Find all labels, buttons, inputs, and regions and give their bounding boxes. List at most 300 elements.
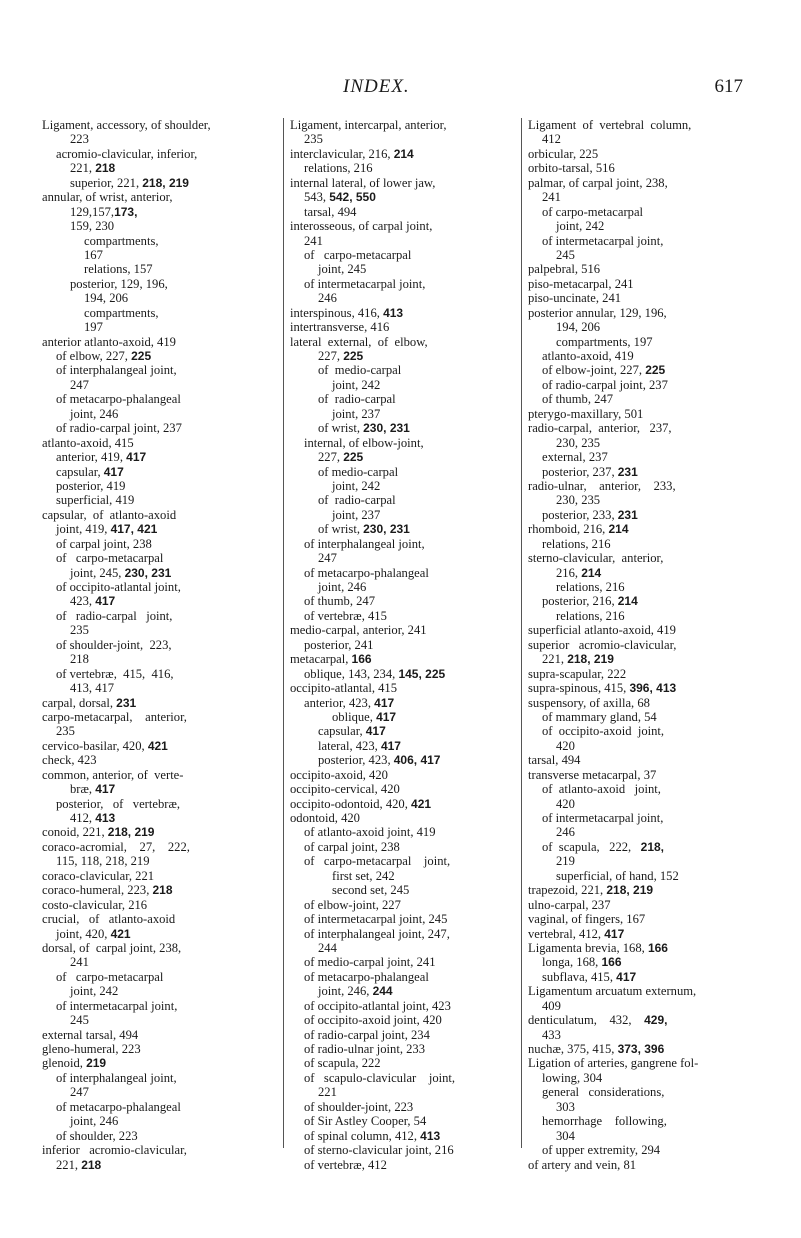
index-entry [290, 335, 518, 349]
bold-page-ref: 417 [380, 738, 401, 753]
index-entry [42, 248, 280, 262]
entry-text: 420 [556, 738, 575, 753]
index-entry [42, 724, 280, 738]
index-entry [290, 363, 518, 377]
bold-page-ref: 429, [644, 1013, 668, 1028]
entry-text: of medio-carpal joint, 241 [304, 955, 436, 970]
entry-text: 412, [70, 811, 96, 825]
index-entry [290, 118, 518, 132]
entry-text: glenoid, [42, 1056, 87, 1071]
entry-text: dorsal, of carpal joint, 238, [42, 940, 182, 955]
index-entry [290, 205, 518, 219]
entry-text: 230, 235 [556, 493, 601, 508]
bold-page-ref: 214 [581, 565, 602, 580]
entry-text: pterygo-maxillary, 501 [528, 406, 644, 421]
index-entry [290, 291, 518, 305]
page-title: INDEX. [343, 76, 410, 97]
entry-text: radio-ulnar, anterior, 233, [528, 478, 676, 493]
bold-page-ref: 219 [86, 1056, 107, 1071]
index-entry [528, 320, 773, 334]
index-entry [528, 479, 773, 493]
entry-text: of medio-carpal [318, 464, 399, 479]
index-entry [290, 262, 518, 276]
index-entry [42, 1100, 280, 1114]
entry-text: of upper extremity, 294 [542, 1143, 661, 1158]
index-entry [528, 1085, 773, 1099]
index-entry [42, 912, 280, 926]
index-entry [528, 161, 773, 175]
entry-text: Ligation of arteries, gangrene fol- [528, 1056, 699, 1071]
entry-text: of elbow-joint, 227 [304, 897, 401, 912]
index-entry [42, 1028, 280, 1042]
entry-text: of radio-carpal [318, 493, 396, 508]
entry-text: atlanto-axoid, 415 [42, 435, 134, 450]
bold-page-ref: 166 [601, 955, 622, 970]
index-entry [42, 1042, 280, 1056]
index-entry [528, 508, 773, 522]
index-column-2 [290, 118, 518, 1172]
entry-text: interspinous, 416, [290, 305, 384, 320]
index-entry [42, 234, 280, 248]
entry-text: supra-scapular, 222 [528, 666, 627, 681]
index-entry [290, 667, 518, 681]
index-entry [42, 1158, 280, 1172]
index-entry [290, 955, 518, 969]
index-entry [290, 392, 518, 406]
entry-text: of sterno-clavicular joint, 216 [304, 1143, 454, 1158]
index-column-1 [42, 118, 280, 1172]
entry-text: anterior, 419, [56, 450, 127, 465]
index-entry [528, 349, 773, 363]
entry-text: internal lateral, of lower jaw, [290, 175, 436, 190]
index-entry [42, 609, 280, 623]
entry-text: gleno-humeral, 223 [42, 1042, 141, 1056]
entry-text: capsular, of atlanto-axoid [42, 507, 177, 522]
index-entry [528, 450, 773, 464]
index-entry [42, 594, 280, 608]
entry-text: 433 [542, 1027, 561, 1042]
index-entry [528, 768, 773, 782]
entry-text: compartments, [84, 305, 159, 320]
entry-text: annular, of wrist, anterior, [42, 190, 173, 205]
bold-page-ref: 417 [376, 709, 397, 724]
index-entry [290, 1013, 518, 1027]
index-entry [290, 537, 518, 551]
index-entry [290, 306, 518, 320]
entry-text: 241 [70, 955, 89, 970]
index-entry [528, 797, 773, 811]
index-entry [42, 450, 280, 464]
bold-page-ref: 230, 231 [363, 421, 410, 436]
index-entry [42, 436, 280, 450]
index-entry [528, 436, 773, 450]
entry-text: lateral external, of elbow, [290, 334, 428, 349]
entry-text: external tarsal, 494 [42, 1027, 139, 1042]
entry-text: posterior, 237, [542, 464, 618, 479]
index-entry [528, 869, 773, 883]
entry-text: of Sir Astley Cooper, 54 [304, 1114, 427, 1129]
index-entry [528, 1056, 773, 1070]
index-entry [290, 724, 518, 738]
entry-text: hemorrhage following, [542, 1114, 667, 1129]
index-entry [290, 1056, 518, 1070]
entry-text: relations, 157 [84, 262, 153, 277]
entry-text: joint, 420, [56, 926, 111, 941]
index-entry [290, 190, 518, 204]
index-entry [528, 667, 773, 681]
entry-text: of radio-ulnar joint, 233 [304, 1042, 426, 1056]
bold-page-ref: 417 [374, 695, 395, 710]
entry-text: tarsal, 494 [304, 204, 357, 219]
entry-text: first set, 242 [332, 868, 395, 883]
index-entry [528, 392, 773, 406]
entry-text: superior acromio-clavicular, [528, 637, 677, 652]
index-entry [290, 1085, 518, 1099]
entry-text: of vertebræ, 412 [304, 1157, 387, 1172]
bold-page-ref: 413 [383, 305, 404, 320]
entry-text: of carpal joint, 238 [304, 839, 400, 854]
entry-text: 409 [542, 998, 561, 1013]
index-entry [42, 768, 280, 782]
entry-text: coraco-acromial, 27, 222, [42, 839, 190, 854]
entry-text: 412 [542, 132, 561, 147]
column-divider [283, 118, 284, 1148]
entry-text: ulno-carpal, 237 [528, 897, 611, 912]
entry-text: 247 [70, 1085, 89, 1100]
index-entry [528, 551, 773, 565]
index-entry [42, 262, 280, 276]
entry-text: second set, 245 [332, 883, 410, 898]
index-entry [42, 465, 280, 479]
entry-text: 543, [304, 190, 330, 205]
entry-text: check, 423 [42, 753, 97, 768]
index-entry [42, 493, 280, 507]
entry-text: coraco-clavicular, 221 [42, 868, 155, 883]
index-entry [42, 681, 280, 695]
index-entry [290, 522, 518, 536]
entry-text: 246 [318, 291, 337, 306]
bold-page-ref: 218 [95, 161, 116, 176]
index-entry [290, 594, 518, 608]
index-entry [528, 190, 773, 204]
index-entry [290, 349, 518, 363]
entry-text: sterno-clavicular, anterior, [528, 551, 664, 566]
index-entry [290, 1114, 518, 1128]
index-entry [42, 551, 280, 565]
entry-text: occipito-odontoid, 420, [290, 796, 412, 811]
index-entry [528, 306, 773, 320]
entry-text: 129,157, [70, 204, 115, 219]
entry-text: joint, 242 [332, 478, 381, 493]
bold-page-ref: 417 [95, 782, 116, 797]
entry-text: cervico-basilar, 420, [42, 738, 148, 753]
entry-text: general considerations, [542, 1085, 665, 1100]
index-entry [42, 869, 280, 883]
entry-text: transverse metacarpal, 37 [528, 767, 657, 782]
bold-page-ref: 230, 231 [124, 565, 172, 580]
index-entry [290, 753, 518, 767]
bold-page-ref: 396, 413 [629, 681, 677, 696]
entry-text: palmar, of carpal joint, 238, [528, 175, 668, 190]
entry-text: inferior acromio-clavicular, [42, 1143, 187, 1158]
bold-page-ref: 413 [420, 1128, 441, 1143]
entry-text: 247 [318, 551, 337, 566]
bold-page-ref: 417 [616, 969, 637, 984]
index-entry [42, 363, 280, 377]
index-entry [42, 378, 280, 392]
index-entry [42, 782, 280, 796]
index-entry [528, 984, 773, 998]
entry-text: 304 [556, 1128, 575, 1143]
index-entry [290, 161, 518, 175]
index-entry [528, 537, 773, 551]
index-entry [290, 652, 518, 666]
bold-page-ref: 214 [617, 594, 638, 609]
entry-text: of interphalangeal joint, [56, 363, 177, 378]
entry-text: carpal, dorsal, [42, 695, 117, 710]
index-entry [290, 1028, 518, 1042]
index-entry [42, 1013, 280, 1027]
index-entry [42, 854, 280, 868]
bold-page-ref: 218, 219 [142, 175, 189, 190]
index-entry [290, 493, 518, 507]
entry-text: rhomboid, 216, [528, 522, 609, 537]
index-entry [290, 1158, 518, 1172]
entry-text: 194, 206 [556, 320, 601, 335]
index-entry [290, 248, 518, 262]
index-entry [528, 580, 773, 594]
index-entry [528, 927, 773, 941]
entry-text: posterior annular, 129, 196, [528, 305, 667, 320]
entry-text: occipito-axoid, 420 [290, 767, 388, 782]
index-entry [42, 1071, 280, 1085]
index-entry [290, 479, 518, 493]
index-entry [528, 811, 773, 825]
entry-text: 235 [304, 132, 323, 147]
entry-text: metacarpal, [290, 652, 352, 667]
index-entry [290, 580, 518, 594]
entry-text: of radio-carpal [318, 392, 396, 407]
entry-text: of carpo-metacarpal joint, [304, 854, 451, 869]
entry-text: of scapula, 222, [542, 839, 641, 854]
entry-text: suspensory, of axilla, 68 [528, 695, 650, 710]
index-entry [290, 782, 518, 796]
entry-text: posterior, 423, [318, 753, 394, 768]
index-entry [42, 479, 280, 493]
index-entry [42, 176, 280, 190]
index-entry [290, 407, 518, 421]
index-entry [528, 681, 773, 695]
bold-page-ref: 417 [95, 594, 116, 609]
index-entry [42, 407, 280, 421]
entry-text: of thumb, 247 [542, 392, 614, 407]
entry-text: of radio-carpal joint, 237 [542, 377, 668, 392]
index-entry [528, 883, 773, 897]
index-entry [42, 306, 280, 320]
bold-page-ref: 225 [645, 363, 666, 378]
index-entry [528, 638, 773, 652]
index-entry [290, 378, 518, 392]
entry-text: of radio-carpal joint, [56, 608, 173, 623]
entry-text: of elbow, 227, [56, 349, 132, 363]
index-entry [528, 262, 773, 276]
entry-text: of carpo-metacarpal [56, 969, 164, 984]
index-entry [290, 421, 518, 435]
entry-text: 423, [70, 594, 96, 609]
entry-text: posterior, 216, [542, 594, 618, 609]
index-entry [290, 508, 518, 522]
entry-text: piso-uncinate, 241 [528, 291, 622, 306]
index-entry [528, 955, 773, 969]
index-entry [528, 132, 773, 146]
index-entry [42, 955, 280, 969]
index-entry [290, 1042, 518, 1056]
index-entry [528, 739, 773, 753]
bold-page-ref: 413 [95, 811, 116, 825]
entry-text: relations, 216 [556, 608, 625, 623]
entry-text: of intermetacarpal joint, [542, 811, 664, 825]
index-entry [528, 291, 773, 305]
index-entry [528, 840, 773, 854]
entry-text: of vertebræ, 415, 416, [56, 666, 174, 681]
entry-text: 230, 235 [556, 435, 601, 450]
index-entry [42, 320, 280, 334]
entry-text: supra-spinous, 415, [528, 681, 630, 696]
index-entry [290, 984, 518, 998]
index-entry [290, 912, 518, 926]
entry-text: joint, 419, [56, 522, 111, 537]
index-entry [528, 378, 773, 392]
index-entry [42, 825, 280, 839]
index-entry [528, 421, 773, 435]
index-entry [290, 609, 518, 623]
index-entry [290, 465, 518, 479]
index-entry [42, 291, 280, 305]
index-entry [528, 710, 773, 724]
index-entry [290, 840, 518, 854]
index-entry [528, 1042, 773, 1056]
entry-text: anterior atlanto-axoid, 419 [42, 334, 176, 349]
entry-text: nuchæ, 375, 415, [528, 1042, 618, 1056]
entry-text: posterior, 129, 196, [70, 276, 168, 291]
entry-text: odontoid, 420 [290, 811, 360, 825]
entry-text: of radio-carpal joint, 234 [304, 1027, 430, 1042]
index-entry [528, 219, 773, 233]
entry-text: Ligament of vertebral column, [528, 118, 692, 132]
index-entry [42, 638, 280, 652]
index-entry [290, 147, 518, 161]
bold-page-ref: 230, 231 [363, 522, 410, 537]
index-entry [290, 739, 518, 753]
entry-text: internal, of elbow-joint, [304, 435, 424, 450]
entry-text: 115, 118, 218, 219 [56, 854, 150, 869]
bold-page-ref: 244 [372, 984, 393, 999]
entry-text: longa, 168, [542, 955, 602, 970]
entry-text: 221, [542, 652, 568, 667]
entry-text: of scapulo-clavicular joint, [304, 1070, 456, 1085]
entry-text: superficial, of hand, 152 [556, 868, 679, 883]
entry-text: conoid, 221, [42, 825, 108, 840]
entry-text: of intermetacarpal joint, 245 [304, 912, 448, 927]
bold-page-ref: 542, 550 [329, 190, 376, 205]
index-entry [290, 854, 518, 868]
entry-text: 223 [70, 132, 89, 147]
entry-text: of intermetacarpal joint, [542, 233, 664, 248]
entry-text: 303 [556, 1099, 575, 1114]
index-entry [528, 363, 773, 377]
index-entry [290, 927, 518, 941]
entry-text: 219 [556, 854, 575, 869]
index-entry [42, 623, 280, 637]
index-entry [42, 710, 280, 724]
entry-text: interclavicular, 216, [290, 146, 394, 161]
index-entry [528, 724, 773, 738]
entry-text: 197 [84, 320, 103, 335]
index-entry [528, 1129, 773, 1143]
bold-page-ref: 231 [617, 464, 638, 479]
entry-text: posterior, 241 [304, 637, 374, 652]
entry-text: 194, 206 [84, 291, 129, 306]
entry-text: medio-carpal, anterior, 241 [290, 623, 427, 638]
bold-page-ref: 145, 225 [398, 666, 446, 681]
entry-text: 218 [70, 652, 89, 667]
index-entry [290, 1129, 518, 1143]
index-entry [42, 999, 280, 1013]
index-entry [42, 1143, 280, 1157]
index-entry [528, 205, 773, 219]
entry-text: vaginal, of fingers, 167 [528, 912, 646, 927]
entry-text: joint, 245, [70, 565, 125, 580]
bold-page-ref: 421 [110, 926, 131, 941]
index-entry [528, 696, 773, 710]
entry-text: of intermetacarpal joint, [56, 998, 178, 1013]
index-entry [528, 566, 773, 580]
index-entry [528, 277, 773, 291]
bold-page-ref: 173, [114, 204, 138, 219]
index-entry [290, 176, 518, 190]
entry-text: 244 [318, 940, 337, 955]
entry-text: of mammary gland, 54 [542, 709, 657, 724]
entry-text: Ligamentum arcuatum externum, [528, 984, 697, 999]
entry-text: joint, 242 [556, 219, 605, 234]
index-entry [528, 248, 773, 262]
entry-text: relations, 216 [304, 161, 373, 176]
entry-text: common, anterior, of verte- [42, 767, 184, 782]
bold-page-ref: 166 [351, 652, 372, 667]
index-entry [42, 970, 280, 984]
index-entry [42, 219, 280, 233]
index-entry [290, 623, 518, 637]
bold-page-ref: 166 [647, 940, 668, 955]
entry-text: compartments, 197 [556, 334, 653, 349]
index-entry [528, 912, 773, 926]
index-entry [42, 580, 280, 594]
entry-text: of carpal joint, 238 [56, 536, 152, 551]
entry-text: of wrist, [318, 421, 364, 436]
index-entry [42, 118, 280, 132]
entry-text: relations, 216 [556, 580, 625, 594]
index-entry [42, 927, 280, 941]
entry-text: of metacarpo-phalangeal [304, 565, 429, 580]
entry-text: orbito-tarsal, 516 [528, 161, 615, 176]
entry-text: relations, 216 [542, 536, 611, 551]
index-entry [290, 277, 518, 291]
entry-text: 245 [556, 247, 575, 262]
entry-text: superior, 221, [70, 175, 143, 190]
index-entry [290, 320, 518, 334]
entry-text: joint, 237 [332, 406, 381, 421]
entry-text: of interphalangeal joint, 247, [304, 926, 450, 941]
